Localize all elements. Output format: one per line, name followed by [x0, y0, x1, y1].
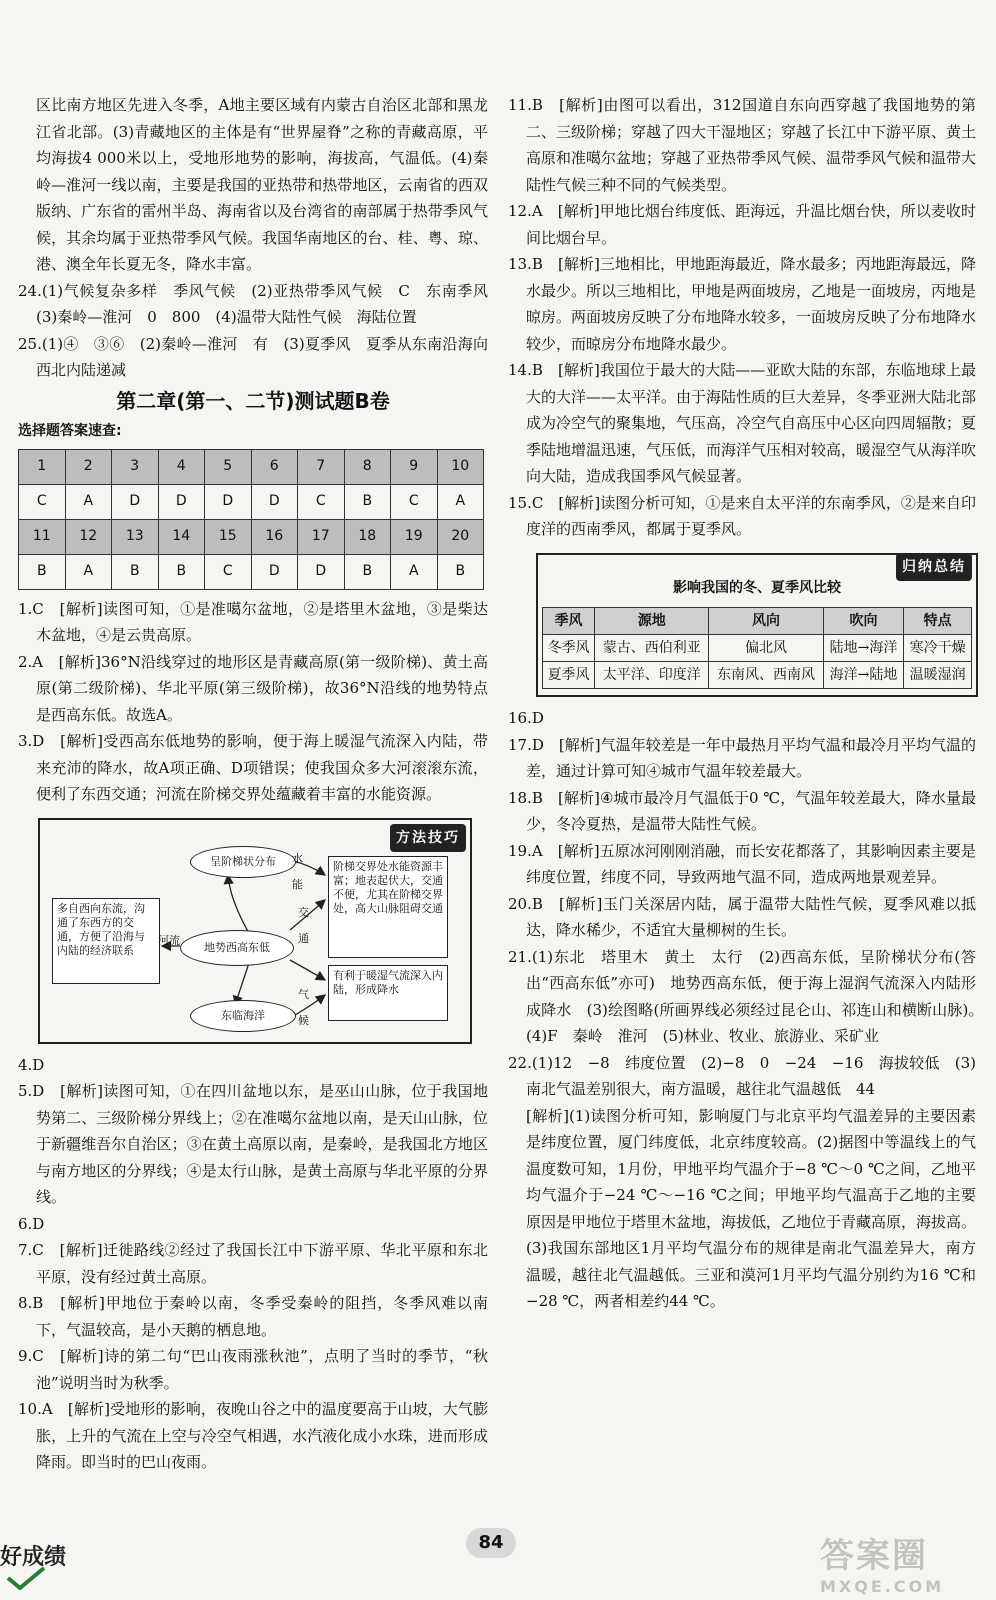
- answer-8: 8.B [解析]甲地位于秦岭以南，冬季受秦岭的阻挡，冬季风难以南下，气温较高，是小天鹅的栖息地。: [18, 1294, 488, 1339]
- answer-1: 1.C [解析]读图可知，①是准噶尔盆地，②是塔里木盆地，③是柴达木盆地，④是云贵高原。: [18, 599, 488, 644]
- watermark-url: MXQE.COM: [820, 1577, 945, 1596]
- summary-header-row-cell: 特点: [904, 608, 972, 635]
- answer-7: 7.C [解析]迁徙路线②经过了我国长江中下游平原、华北平原和东北平原，没有经过黄土高原。: [18, 1241, 488, 1286]
- answer-choice-row-cell: A: [437, 484, 484, 519]
- summary-box: [536, 553, 978, 698]
- answer-number-row: [19, 519, 484, 554]
- answer-24: 24.(1)气候复杂多样 季风气候 (2)亚热带季风气候 C 东南季风 (3)秦岭—淮河 0 800 (4)温带大陆性气候 海陆位置: [18, 281, 504, 326]
- answer-number-row-cell: 9: [391, 449, 438, 484]
- summary-header-row-cell: 风向: [709, 608, 823, 635]
- node-terrace-effect: 阶梯交界处水能资源丰富；地表起伏大，交通不便，尤其在阶梯交界处，高大山脉阻碍交通: [328, 856, 448, 958]
- summary-row-cell: 偏北风: [709, 635, 823, 662]
- answer-choice-row-cell: C: [298, 484, 345, 519]
- right-column: [508, 92, 992, 1315]
- answer-number-row-cell: 20: [437, 519, 484, 554]
- answer-choice-row-cell: B: [112, 554, 159, 589]
- monsoon-table: [542, 607, 972, 689]
- answer-choice-row-cell: B: [19, 554, 66, 589]
- answer-12: 12.A [解析]甲地比烟台纬度低、距海远，升温比烟台快，所以麦收时间比烟台早。: [508, 202, 976, 247]
- answer-15: 15.C [解析]读图分析可知，①是来自太平洋的东南季风，②是来自印度洋的西南季风，都属于夏季风。: [508, 493, 976, 538]
- page-number: 84: [466, 1528, 516, 1558]
- answer-9: 9.C [解析]诗的第二句“巴山夜雨涨秋池”，点明了当时的季节，“秋池”说明当时为秋季。: [18, 1347, 488, 1392]
- continued-answer: 区比南方地区先进入冬季，A地主要区域有内蒙古自治区北部和黑龙江省北部。(3)青藏地区的主体是有“世界屋脊”之称的青藏高原，平均海拔4 000米以上，受地形地势的影响，海拔高，气温低。(4)秦岭—淮河一线以南，主要是我国的亚热带和热带地区，云南省的西双版纳、广东省的雷州半岛、海南省以及台湾省的南部属于热带季风气候，其余均属于亚热带季风气候。我国华南地区的台、桂、粤、琼、港、澳全年长夏无冬，降水丰富。: [36, 96, 488, 273]
- answer-number-row-cell: 15: [205, 519, 252, 554]
- summary-header-row-cell: 季风: [543, 608, 595, 635]
- summary-tag: 归纳总结: [896, 553, 972, 582]
- answer-20: 20.B [解析]玉门关深居内陆，属于温带大陆性气候，夏季风难以抵达，降水稀少，不适宜大量柳树的生长。: [508, 894, 976, 939]
- answer-number-row-cell: 3: [112, 449, 159, 484]
- answer-table: [18, 449, 484, 590]
- summary-row-cell: 冬季风: [543, 635, 595, 662]
- answer-21: 21.(1)东北 塔里木 黄土 太行 (2)西高东低，呈阶梯状分布(答出“西高东低”亦可) 地势西高东低，便于海上湿润气流深入内陆形成降水 (3)绘图略(所画界线必须经过昆仑山、祁连山和横断山脉)。 (4)F 秦岭 淮河 (5)林业、牧业、旅游业、采矿业: [508, 947, 992, 1045]
- node-river-effect: 多自西向东流，沟通了东西方的交通，方便了沿海与内陆的经济联系: [52, 898, 160, 984]
- edge-river: 河流: [158, 933, 180, 947]
- answer-19: 19.A [解析]五原冰河刚刚消融，而长安花都落了，其影响因素主要是纬度位置，纬度不同，导致两地气温不同，造成两地景观差异。: [508, 841, 976, 886]
- answer-22-analysis: [解析](1)读图分析可知，影响厦门与北京平均气温差异的主要因素是纬度位置，厦门纬度低，北京纬度较高。(2)据图中等温线上的气温度数可知，1月份，甲地平均气温介于−8 ℃～0 ℃之间，乙地平均气温介于−24 ℃～−16 ℃之间；甲地平均气温高于乙地的主要原因是甲地位于塔里木盆地，海拔低，乙地位于青藏高原，海拔高。(3)我国东部地区1月平均气温分布的规律是南北气温差异大，南方温暖，越往北气温越低。三亚和漠河1月平均气温分别约为16 ℃和−28 ℃，两者相差约44 ℃。: [526, 1106, 977, 1310]
- answer-number-row-cell: 2: [65, 449, 112, 484]
- summary-header-row: [543, 608, 972, 635]
- summary-row-cell: 东南风、西南风: [709, 662, 823, 689]
- summary-row-cell: 夏季风: [543, 662, 595, 689]
- answer-number-row-cell: 17: [298, 519, 345, 554]
- watermark: [820, 1528, 990, 1596]
- answer-number-row-cell: 18: [344, 519, 391, 554]
- answer-5: 5.D [解析]读图可知，①在四川盆地以东，是巫山山脉，位于我国地势第二、三级阶梯分界线上；②在准噶尔盆地以南，是天山山脉，位于新疆维吾尔自治区；③在黄土高原以南，是秦岭，是我国北方地区与南方地区的分界线；④是太行山脉，是黄土高原与华北平原的分界线。: [18, 1082, 488, 1206]
- answer-number-row-cell: 13: [112, 519, 159, 554]
- answer-number-row-cell: 6: [251, 449, 298, 484]
- answer-10: 10.A [解析]受地形的影响，夜晚山谷之中的温度要高于山坡，大气膨胀，上升的气流在上空与冷空气相遇，水汽液化成小水珠，进而形成降雨。即当时的巴山夜雨。: [18, 1400, 488, 1471]
- answer-choice-row-cell: A: [391, 554, 438, 589]
- answer-choice-row-cell: D: [158, 484, 205, 519]
- answer-choice-row-cell: B: [344, 484, 391, 519]
- edge-climate: 气候: [298, 987, 309, 1027]
- answer-14: 14.B [解析]我国位于最大的大陆——亚欧大陆的东部，东临地球上最大的大洋——太平洋。由于海陆性质的巨大差异，冬季亚洲大陆北部成为冷空气的聚集地，气压高，冷空气自高压中心区向四周辐散；夏季陆地增温迅速，气压低，而海洋气压相对较高，暖湿空气从海洋吹向大陆，造成我国季风气候显著。: [508, 361, 977, 485]
- answer-17: 17.D [解析]气温年较差是一年中最热月平均气温和最冷月平均气温的差，通过计算可知④城市气温年较差最大。: [508, 735, 976, 780]
- watermark-title: 答案圈: [820, 1536, 928, 1576]
- answer-number-row-cell: 10: [437, 449, 484, 484]
- answer-4: 4.D: [18, 1055, 45, 1074]
- answer-choice-row-cell: D: [251, 484, 298, 519]
- edge-water: 水能: [292, 851, 303, 891]
- method-diagram: [38, 818, 472, 1044]
- answer-choice-row-cell: D: [112, 484, 159, 519]
- answer-2: 2.A [解析]36°N沿线穿过的地形区是青藏高原(第一级阶梯)、黄土高原(第二级阶梯)、华北平原(第三级阶梯)，故36°N沿线的地势特点是西高东低。故选A。: [18, 652, 488, 724]
- answer-choice-row-cell: C: [19, 484, 66, 519]
- summary-row-cell: 海洋→陆地: [823, 662, 904, 689]
- summary-row-cell: 陆地→海洋: [823, 635, 904, 662]
- answer-number-row-cell: 4: [158, 449, 205, 484]
- left-column: [18, 92, 504, 1476]
- summary-header-row-cell: 吹向: [823, 608, 904, 635]
- answer-number-row-cell: 14: [158, 519, 205, 554]
- answer-choice-row-cell: A: [65, 554, 112, 589]
- node-center: 地势西高东低: [180, 930, 294, 966]
- answer-6: 6.D: [18, 1214, 45, 1233]
- answer-choice-row-cell: C: [391, 484, 438, 519]
- summary-row-cell: 太平洋、印度洋: [595, 662, 709, 689]
- section-title: 第二章(第一、二节)测试题B卷: [116, 388, 390, 413]
- summary-header-row-cell: 源地: [595, 608, 709, 635]
- summary-row: [543, 635, 972, 662]
- summary-row: [543, 662, 972, 689]
- edge-traffic: 交通: [298, 905, 309, 945]
- answer-choice-row-cell: D: [298, 554, 345, 589]
- answer-number-row-cell: 11: [19, 519, 66, 554]
- answer-number-row-cell: 19: [391, 519, 438, 554]
- node-climate-effect: 有利于暖湿气流深入内陆，形成降水: [328, 965, 448, 1021]
- answer-choice-row-cell: D: [251, 554, 298, 589]
- check-icon: [6, 1566, 46, 1590]
- answer-number-row-cell: 1: [19, 449, 66, 484]
- answer-18: 18.B [解析]④城市最冷月气温低于0 ℃，气温年较差最大，降水量最少，冬冷夏热，是温带大陆性气候。: [508, 788, 976, 833]
- answer-25: 25.(1)④ ③⑥ (2)秦岭—淮河 有 (3)夏季风 夏季从东南沿海向西北内陆递减: [18, 334, 488, 379]
- answer-3: 3.D [解析]受西高东低地势的影响，便于海上暖湿气流深入内陆，带来充沛的降水，故A项正确、D项错误；使我国众多大河滚滚东流，便利了东西交通；河流在阶梯交界处蕴藏着丰富的水能资源。: [18, 732, 488, 803]
- brand-logo: 好成绩: [0, 1545, 67, 1570]
- answer-number-row: [19, 449, 484, 484]
- answer-number-row-cell: 8: [344, 449, 391, 484]
- summary-caption: 影响我国的冬、夏季风比较: [673, 579, 841, 596]
- answer-choice-row-cell: B: [158, 554, 205, 589]
- answer-number-row-cell: 12: [65, 519, 112, 554]
- answer-choice-row-cell: B: [437, 554, 484, 589]
- answer-choice-row-cell: B: [344, 554, 391, 589]
- answer-11: 11.B [解析]由图可以看出，312国道自东向西穿越了我国地势的第二、三级阶梯；穿越了四大干湿地区；穿越了长江中下游平原、黄土高原和准噶尔盆地；穿越了亚热带季风气候、温带季风气候和温带大陆性气候三种不同的气候类型。: [508, 96, 977, 194]
- node-terrace: 呈阶梯状分布: [190, 846, 296, 878]
- summary-row-cell: 蒙古、西伯利亚: [595, 635, 709, 662]
- node-ocean: 东临海洋: [190, 1000, 296, 1032]
- answer-22: 22.(1)12 −8 纬度位置 (2)−8 0 −24 −16 海拔较低 (3)南北气温差别很大，南方温暖，越往北气温越低 44: [508, 1053, 976, 1098]
- answer-choice-row: [19, 484, 484, 519]
- answer-choice-row-cell: D: [205, 484, 252, 519]
- summary-row-cell: 寒冷干燥: [904, 635, 972, 662]
- summary-row-cell: 温暖湿润: [904, 662, 972, 689]
- answer-choice-row-cell: A: [65, 484, 112, 519]
- answer-choice-row: [19, 554, 484, 589]
- answer-16: 16.D: [508, 709, 544, 727]
- answer-number-row-cell: 16: [251, 519, 298, 554]
- method-tag: 方法技巧: [390, 824, 466, 853]
- answer-number-row-cell: 7: [298, 449, 345, 484]
- answer-table-label: 选择题答案速查:: [18, 423, 122, 439]
- answer-13: 13.B [解析]三地相比，甲地距海最近，降水最多；丙地距海最远，降水最少。所以三地相比，甲地是两面坡房，乙地是一面坡房，丙地是晾房。两面坡房反映了分布地降水较多，一面坡房反映了分布地降水较少，而晾房分布地降水最少。: [508, 255, 977, 353]
- answer-choice-row-cell: C: [205, 554, 252, 589]
- answer-number-row-cell: 5: [205, 449, 252, 484]
